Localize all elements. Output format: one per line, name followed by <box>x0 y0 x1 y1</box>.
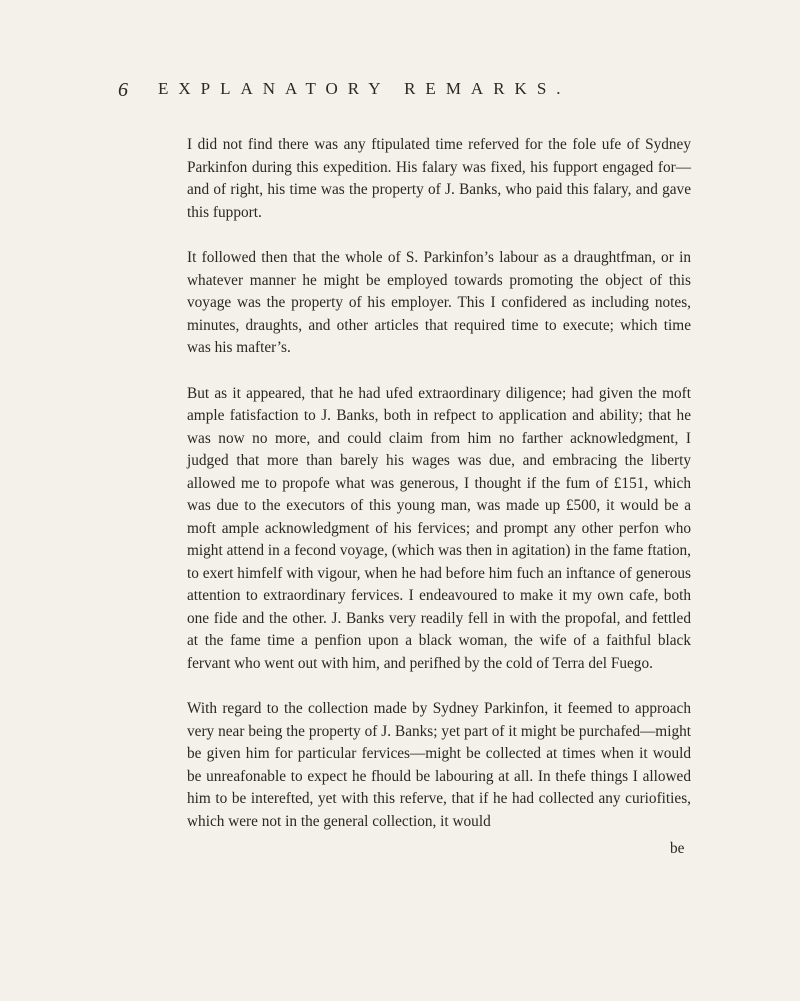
paragraph-2: It followed then that the whole of S. Parkinfon’s labour as a draughtfman, or in whatever manner he might be employed towards promoting the object of this voyage was the property of his employer. This I confidered as including notes, minutes, draughts, and other articles that required time to execute; which time was his mafter’s. <box>187 249 691 356</box>
running-head-title: EXPLANATORY REMARKS. <box>158 79 571 98</box>
catchword: be <box>670 840 685 857</box>
running-head <box>118 79 738 109</box>
paragraph-4: With regard to the collection made by Sydney Parkinfon, it feemed to approach very near being the property of J. Banks; yet part of it might be purchafed—might be given him for particular fervices—might be collected at times when it would be unreafonable to expect he fhould be labouring at all. In thefe things I allowed him to be interefted, yet with this referve, that if he had collected any curiofities, which were not in the general collection, it would <box>187 700 691 830</box>
page-number: 6 <box>118 79 128 101</box>
paragraph-1: I did not find there was any ftipulated time referved for the fole ufe of Sydney Parkinfon during this expedition. His falary was fixed, his fupport engaged for—and of right, his time was the property of J. Banks, who paid this falary, and gave this fupport. <box>187 136 691 221</box>
body-text <box>187 134 691 856</box>
paragraph-3: But as it appeared, that he had ufed extraordinary diligence; had given the moft ample fatisfaction to J. Banks, both in refpect to application and ability; that he was now no more, and could claim from him no farther acknowledgment, I judged that more than barely his wages was due, and embracing the liberty allowed me to propofe what was generous, I thought if the fum of £151, which was due to the executors of this young man, was made up £500, it would be a moft ample acknowledgment of his fervices; and prompt any other perfon who might attend in a fecond voyage, (which was then in agitation) in the fame ftation, to exert himfelf with vigour, when he had before him fuch an inftance of generous attention to extraordinary fervices. I endeavoured to make it my own cafe, both one fide and the other. J. Banks very readily fell in with the propofal, and fettled at the fame time a penfion upon a black woman, the wife of a faithful black fervant who went out with him, and perifhed by the cold of Terra del Fuego. <box>187 384 691 672</box>
